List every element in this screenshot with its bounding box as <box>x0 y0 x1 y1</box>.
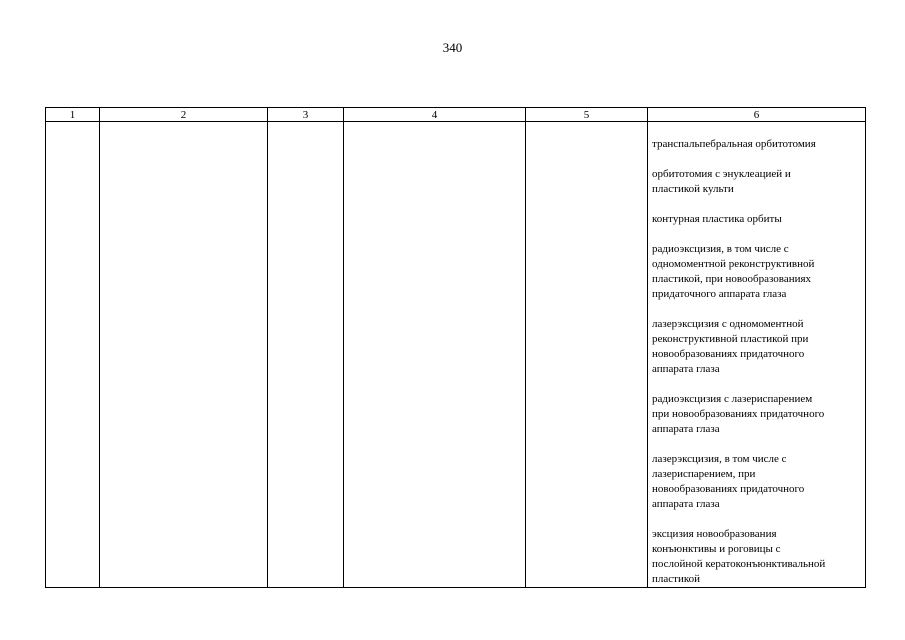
procedures-table <box>45 107 866 588</box>
column-header-1: 1 <box>46 108 100 122</box>
table-cell-col-4 <box>344 122 526 588</box>
column-header-6: 6 <box>648 108 866 122</box>
procedure-entry: орбитотомия с энуклеацией и пластикой культи <box>652 168 791 195</box>
procedure-entry: радиоэксцизия, в том числе с одномоментной реконструктивной пластикой, при новообразованиях придаточного аппарата глаза <box>652 243 815 300</box>
table-header-row <box>46 108 866 122</box>
column-header-2: 2 <box>100 108 268 122</box>
procedure-entry: эксцизия новообразования конъюнктивы и роговицы с послойной кератоконъюнктивальной пластикой <box>652 528 826 585</box>
table-cell-col-6 <box>648 122 866 588</box>
procedure-entry: радиоэксцизия с лазериспарением при новообразованиях придаточного аппарата глаза <box>652 393 825 435</box>
procedure-entry: лазерэксцизия с одномоментной реконструктивной пластикой при новообразованиях придаточного аппарата глаза <box>652 318 809 375</box>
table-row <box>46 122 866 588</box>
procedure-entry: лазерэксцизия, в том числе с лазериспарением, при новообразованиях придаточного аппарата глаза <box>652 453 805 510</box>
column-header-4: 4 <box>344 108 526 122</box>
page-number: 340 <box>442 40 463 55</box>
table-cell-col-3 <box>268 122 344 588</box>
table-cell-col-1 <box>46 122 100 588</box>
column-header-3: 3 <box>268 108 344 122</box>
procedure-entry: контурная пластика орбиты <box>652 213 782 225</box>
column-header-5: 5 <box>526 108 648 122</box>
table-cell-col-2 <box>100 122 268 588</box>
procedure-entry: транспальпебральная орбитотомия <box>652 138 816 150</box>
table-cell-col-5 <box>526 122 648 588</box>
